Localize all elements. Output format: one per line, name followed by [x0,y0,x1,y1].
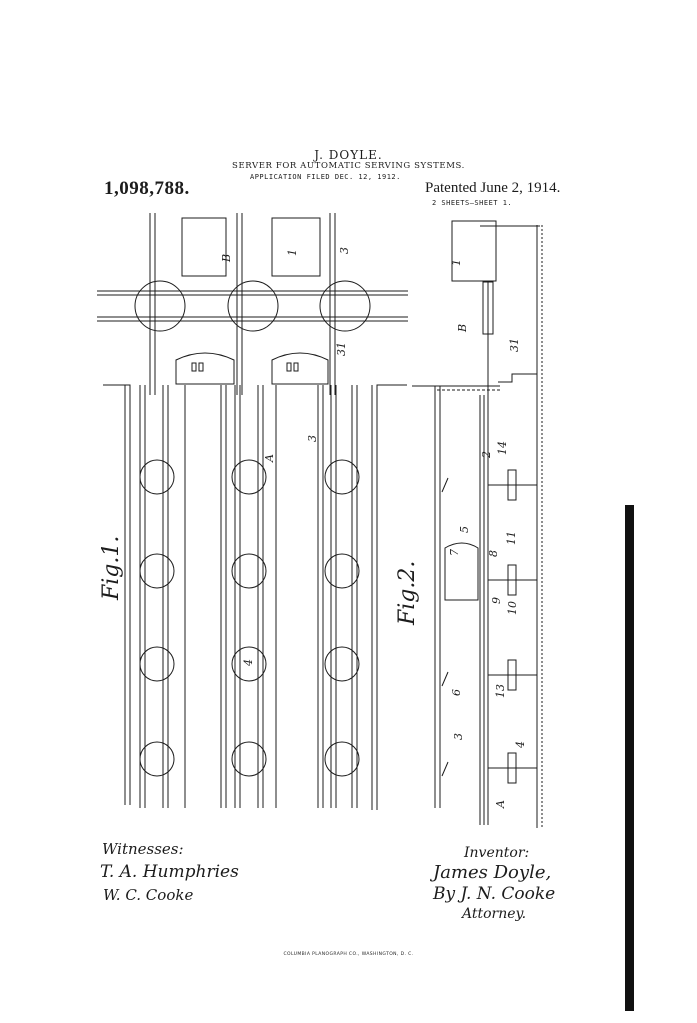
fig1-box-b [182,218,226,276]
svg-text:A: A [494,800,507,808]
fig2-wall [480,225,542,828]
svg-text:6: 6 [450,689,463,696]
witnesses-label: Witnesses: [102,840,184,858]
svg-text:14: 14 [496,441,509,455]
fig1-box-1 [272,218,320,276]
fig2-pulleys [488,470,537,783]
fig1-server-left [176,353,234,384]
svg-text:7: 7 [448,549,461,556]
svg-text:A: A [263,454,276,462]
fig1-upper-tracks [150,213,335,395]
fig1-crossing-ring [320,281,370,331]
sheet-count: 2 SHEETS—SHEET 1. [432,199,513,207]
application-filed: APPLICATION FILED DEC. 12, 1912. [250,173,401,181]
svg-text:31: 31 [508,338,521,352]
fig1-server-right [272,353,328,384]
attorney-signature: By J. N. Cooke [433,884,556,904]
svg-text:3: 3 [338,247,351,254]
svg-text:1: 1 [286,249,299,256]
attorney-label: Attorney. [462,906,527,922]
svg-text:B: B [220,253,233,262]
inventor-signature: James Doyle, [433,862,552,883]
svg-text:8: 8 [487,550,500,557]
patent-number: 1,098,788. [104,178,190,199]
svg-text:31: 31 [335,342,348,356]
fig1-lower-tracks [140,385,357,808]
svg-text:11: 11 [505,531,518,545]
fig2-caption: Fig.2. [395,560,420,625]
patent-title: SERVER FOR AUTOMATIC SERVING SYSTEMS. [232,161,465,171]
printer-footer: COLUMBIA PLANOGRAPH CO., WASHINGTON, D. C. [283,952,414,957]
witness-signature-2: W. C. Cooke [103,886,194,904]
fig1-caption: Fig.1. [99,535,124,600]
fig1-crossing-ring [228,281,278,331]
svg-text:5: 5 [458,526,471,533]
svg-text:2: 2 [480,451,493,458]
svg-text:4: 4 [514,741,527,748]
svg-text:13: 13 [494,684,507,698]
svg-text:10: 10 [506,601,519,615]
fig1-plates [140,460,359,776]
fig1-crossing-ring [135,281,185,331]
witness-signature-1: T. A. Humphries [100,862,239,882]
scan-edge-bar [625,505,634,1011]
fig2-box-1 [452,221,496,281]
svg-text:9: 9 [490,597,503,604]
svg-text:3: 3 [306,435,319,442]
inventor-name: J. DOYLE. [314,148,383,162]
fig1-cross-tracks [97,291,408,321]
svg-text:B: B [456,323,469,332]
inventor-label: Inventor: [464,845,530,861]
svg-text:3: 3 [452,733,465,740]
svg-text:4: 4 [242,659,255,666]
svg-text:1: 1 [450,259,463,266]
fig2-bracket-31 [498,374,537,382]
patent-date: Patented June 2, 1914. [425,180,561,196]
